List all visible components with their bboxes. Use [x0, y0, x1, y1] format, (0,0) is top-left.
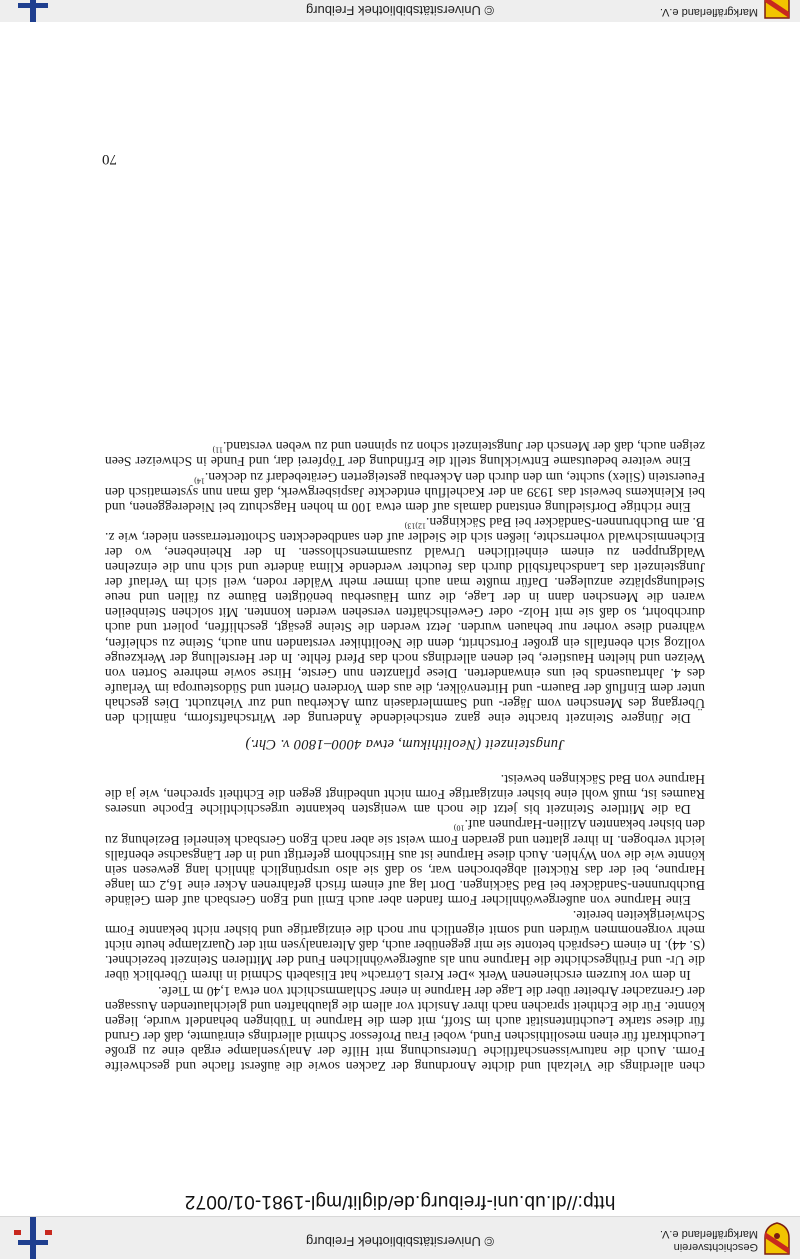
footnote-mark: 14) [194, 476, 205, 486]
paragraph: Eine Harpune von außergewöhnlicher Form fanden aber auch Emil und Egon Gersbach auf dem Gelände Buchbrunnen-Sandäcker bei Bad Säckingen. Dort lag auf einem frisch gefahrenen Acker eine 16,2 cm lange Harpune, bei der das Rückteil abgebrochen war, so daß sie also ursprünglich ähnlich lang gewesen sein könnte wie die von Wyhlen. Auch diese Harpune ist aus Hirschhorn gefertigt und in der Längsachse ebenfalls leicht verbogen. In ihrer glatten und geraden Form weist sie aber nach Egon Gersbach keinerlei Beziehung zu den bisher bekannten Azilien-Harpunen auf.$^{10)}$ [105, 817, 705, 908]
university-library-logo-icon [10, 0, 56, 22]
header-bar [0, 1216, 800, 1259]
source-url[interactable]: http://dl.ub.uni-freiburg.de/diglit/mgl-1981-01/0072 [184, 1191, 616, 1212]
footnote-mark: 12) [415, 521, 427, 531]
page-number: 70 [102, 151, 117, 167]
footnote-mark: 10) [453, 824, 465, 834]
footer-bar [0, 0, 800, 22]
paragraph: chen allerdings die Vielzahl und dichte Anordnung der Zacken sowie die äußerst flache und geschweifte Form. Auch die naturwissenschaftliche Untersuchung mit Hilfe der Analysenlampe ergab eine zu große Leuchtkraft für einen mesolithischen Fund, wobei Frau Professor Schmid allerdings einräumte, daß der Grund für diese starke Leuchtintensität auch im Stoff, mit dem die Harpune in Tübingen behandelt wurde, liegen könnte. Für die Echtheit sprachen nach ihrer Ansicht vor allem die glaubhaften und gleichlautenden Aussagen der Grenzacher Arbeiter über die Lage der Harpune in einer Schlammschicht von etwa 1,40 m Tiefe. [105, 983, 705, 1074]
paragraph: In dem vor kurzem erschienenen Werk »Der Kreis Lörrach« hat Elisabeth Schmid in ihrem Überblick über die Ur- und Frühgeschichte die Harpune nun als außergewöhnlichen Fund der Mittleren Steinzeit bezeichnet. (S. 44). In einem Gespräch betonte sie mir gegenüber auch, daß Alteranalysen mit der Quarzlampe heute nicht mehr vorgenommen würden und somit eigentlich nur noch die einzigartige und bisher nicht bekannte Form Schwierigkeiten bereite. [105, 908, 705, 984]
paragraph: Eine richtige Dorfsiedlung entstand damals auf dem etwa 100 m hohen Hagschutz bei Niedereggenen, und bei Kleinkems beweist das 1939 an der Kachelfluh entdeckte Jaspisbergwerk, daß man nun systematisch den Feuerstein (Silex) suchte, um den durch den Ackerbau gesteigerten Gerätebedarf zu decken.$^{14)}$ [105, 469, 705, 515]
footer-org: Markgräflerland e.V. [659, 6, 758, 18]
library-credit: © Universitätsbibliothek Freiburg [305, 1234, 495, 1249]
paragraph: Da die Mittlere Steinzeit bis jetzt die noch am wenigsten bekannte urgeschichtliche Epoche unseres Raumes ist, muß wohl eine bisher einzigartige Form nicht unbedingt gegen die Echtheit sprechen, wie ja die Harpune von Bad Säckingen beweist. [105, 772, 705, 818]
paragraph: Die Jüngere Steinzeit brachte eine ganz entscheidende Änderung der Wirtschaftsform, nämlich den Übergang des Menschen vom Jäger- und Sammlerdasein zum Ackerbau und zur Viehzucht. Dies geschah unter dem Einfluß der Bauern- und Hirtenvölker, die aus dem Vorderen Orient und Südosteuropa im Verlaufe des 4. Jahrtausends bei uns einwanderten. Diese pflanzten nun Gerste, Hirse sowie mehrere Sorten von Weizen und hielten Haustiere, bei denen allerdings noch das Pferd fehlte. In der Herstellung der Werkzeuge vollzog sich ebenfalls ein großer Fortschritt, denn die Neolithiker verstanden nun auch, Steine zu schleifen, während diese vorher nur behauen wurden. Jetzt werden die Steine gesägt, geschliffen, poliert und auch durchbohrt, so daß sie mit Holz- oder Geweihschäften versehen werden konnten. Mit solchen Steinbeilen waren die Menschen dann in der Lage, die zum Häuserbau benötigten Bäume zu fällen und neue Siedlungsplätze anzulegen. Dafür mußte man auch immer mehr Wälder roden, weil sich im Verlauf der Jungsteinzeit das Landschaftsbild durch das feuchter werdende Klima änderte und sich nun die einzelnen Waldgruppen zu einem einheitlichen Urwald zusammenschlossen. In der Rheinebene, wo der Eichenmischwald vorherrschte, ließen sich die Siedler auf den sandbedeckten Schotterterrassen nieder, wie z. B. am Buchbrunnen-Sandäcker bei Bad Säckingen.$^{12)13)}$ [105, 514, 705, 727]
footnote-mark: 13) [404, 521, 416, 531]
footer-library-credit: © Universitätsbibliothek Freiburg [305, 3, 495, 18]
org-name: Geschichtsverein Markgräflerland e.V. [659, 1228, 758, 1253]
page-text [105, 439, 705, 1074]
section-heading: Jungsteinzeit (Neolithikum, etwa 4000–1800 v. Chr.) [245, 736, 565, 753]
paragraph: Eine weitere bedeutsame Entwicklung stellt die Erfindung der Töpferei dar, und Funde in Schweizer Seen zeigen auch, daß der Mensch der Jungsteinzeit schon zu spinnen und zu weben verstand.$^{11)}$ [105, 439, 705, 470]
university-library-logo-icon [10, 1217, 56, 1259]
footnote-mark: 11) [212, 445, 223, 455]
